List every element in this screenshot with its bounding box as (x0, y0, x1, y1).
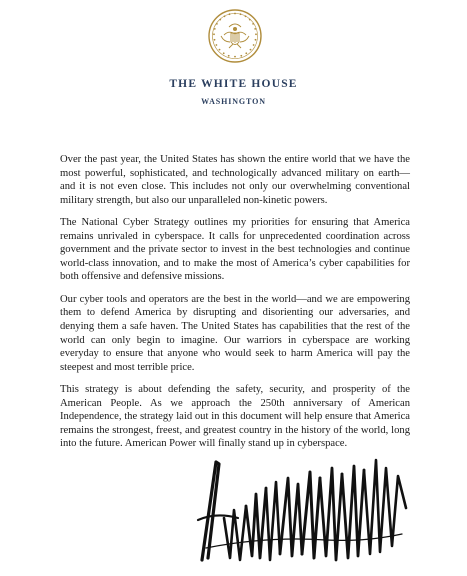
letterhead-title: THE WHITE HOUSE (169, 78, 298, 90)
presidential-seal-icon (207, 8, 263, 64)
letter-paragraph: This strategy is about defending the safety, security, and prosperity of the American People. As we approach the 250th anniversary of American Independence, the strategy laid out in this document will help ensure that America remains the strongest, freest, and greatest country in the history of the world, long into the future. American Power will finally stand up in cyberspace. (60, 384, 410, 450)
letter-paragraph: Over the past year, the United States has shown the entire world that we have the most powerful, sophisticated, and technologically advanced military on earth—and it is not even close. This includes not only our overwhelming conventional military strength, but also our unparalleled non-kinetic powers. (60, 154, 410, 206)
letterhead-subtitle: WASHINGTON (201, 97, 266, 106)
handwritten-signature-icon (196, 448, 414, 572)
letter-body (60, 153, 410, 460)
letter-paragraph: The National Cyber Strategy outlines my priorities for ensuring that America remains unrivaled in cyberspace. It calls for unprecedented coordination across government and the private sector to invest in the best technologies and continue world-class innovation, and to make the most of America’s cyber capabilities for both offensive and defensive missions. (60, 217, 410, 283)
letter-paragraph: Our cyber tools and operators are the best in the world—and we are empowering them to defend America by disrupting and disorienting our adversaries, and denying them a safe haven. The United States has capabilities that the rest of the world can only begin to imagine. Our warriors in cyberspace are working everyday to ensure that anyone who would seek to harm America will pay the steepest and most terrible price. (60, 293, 410, 373)
